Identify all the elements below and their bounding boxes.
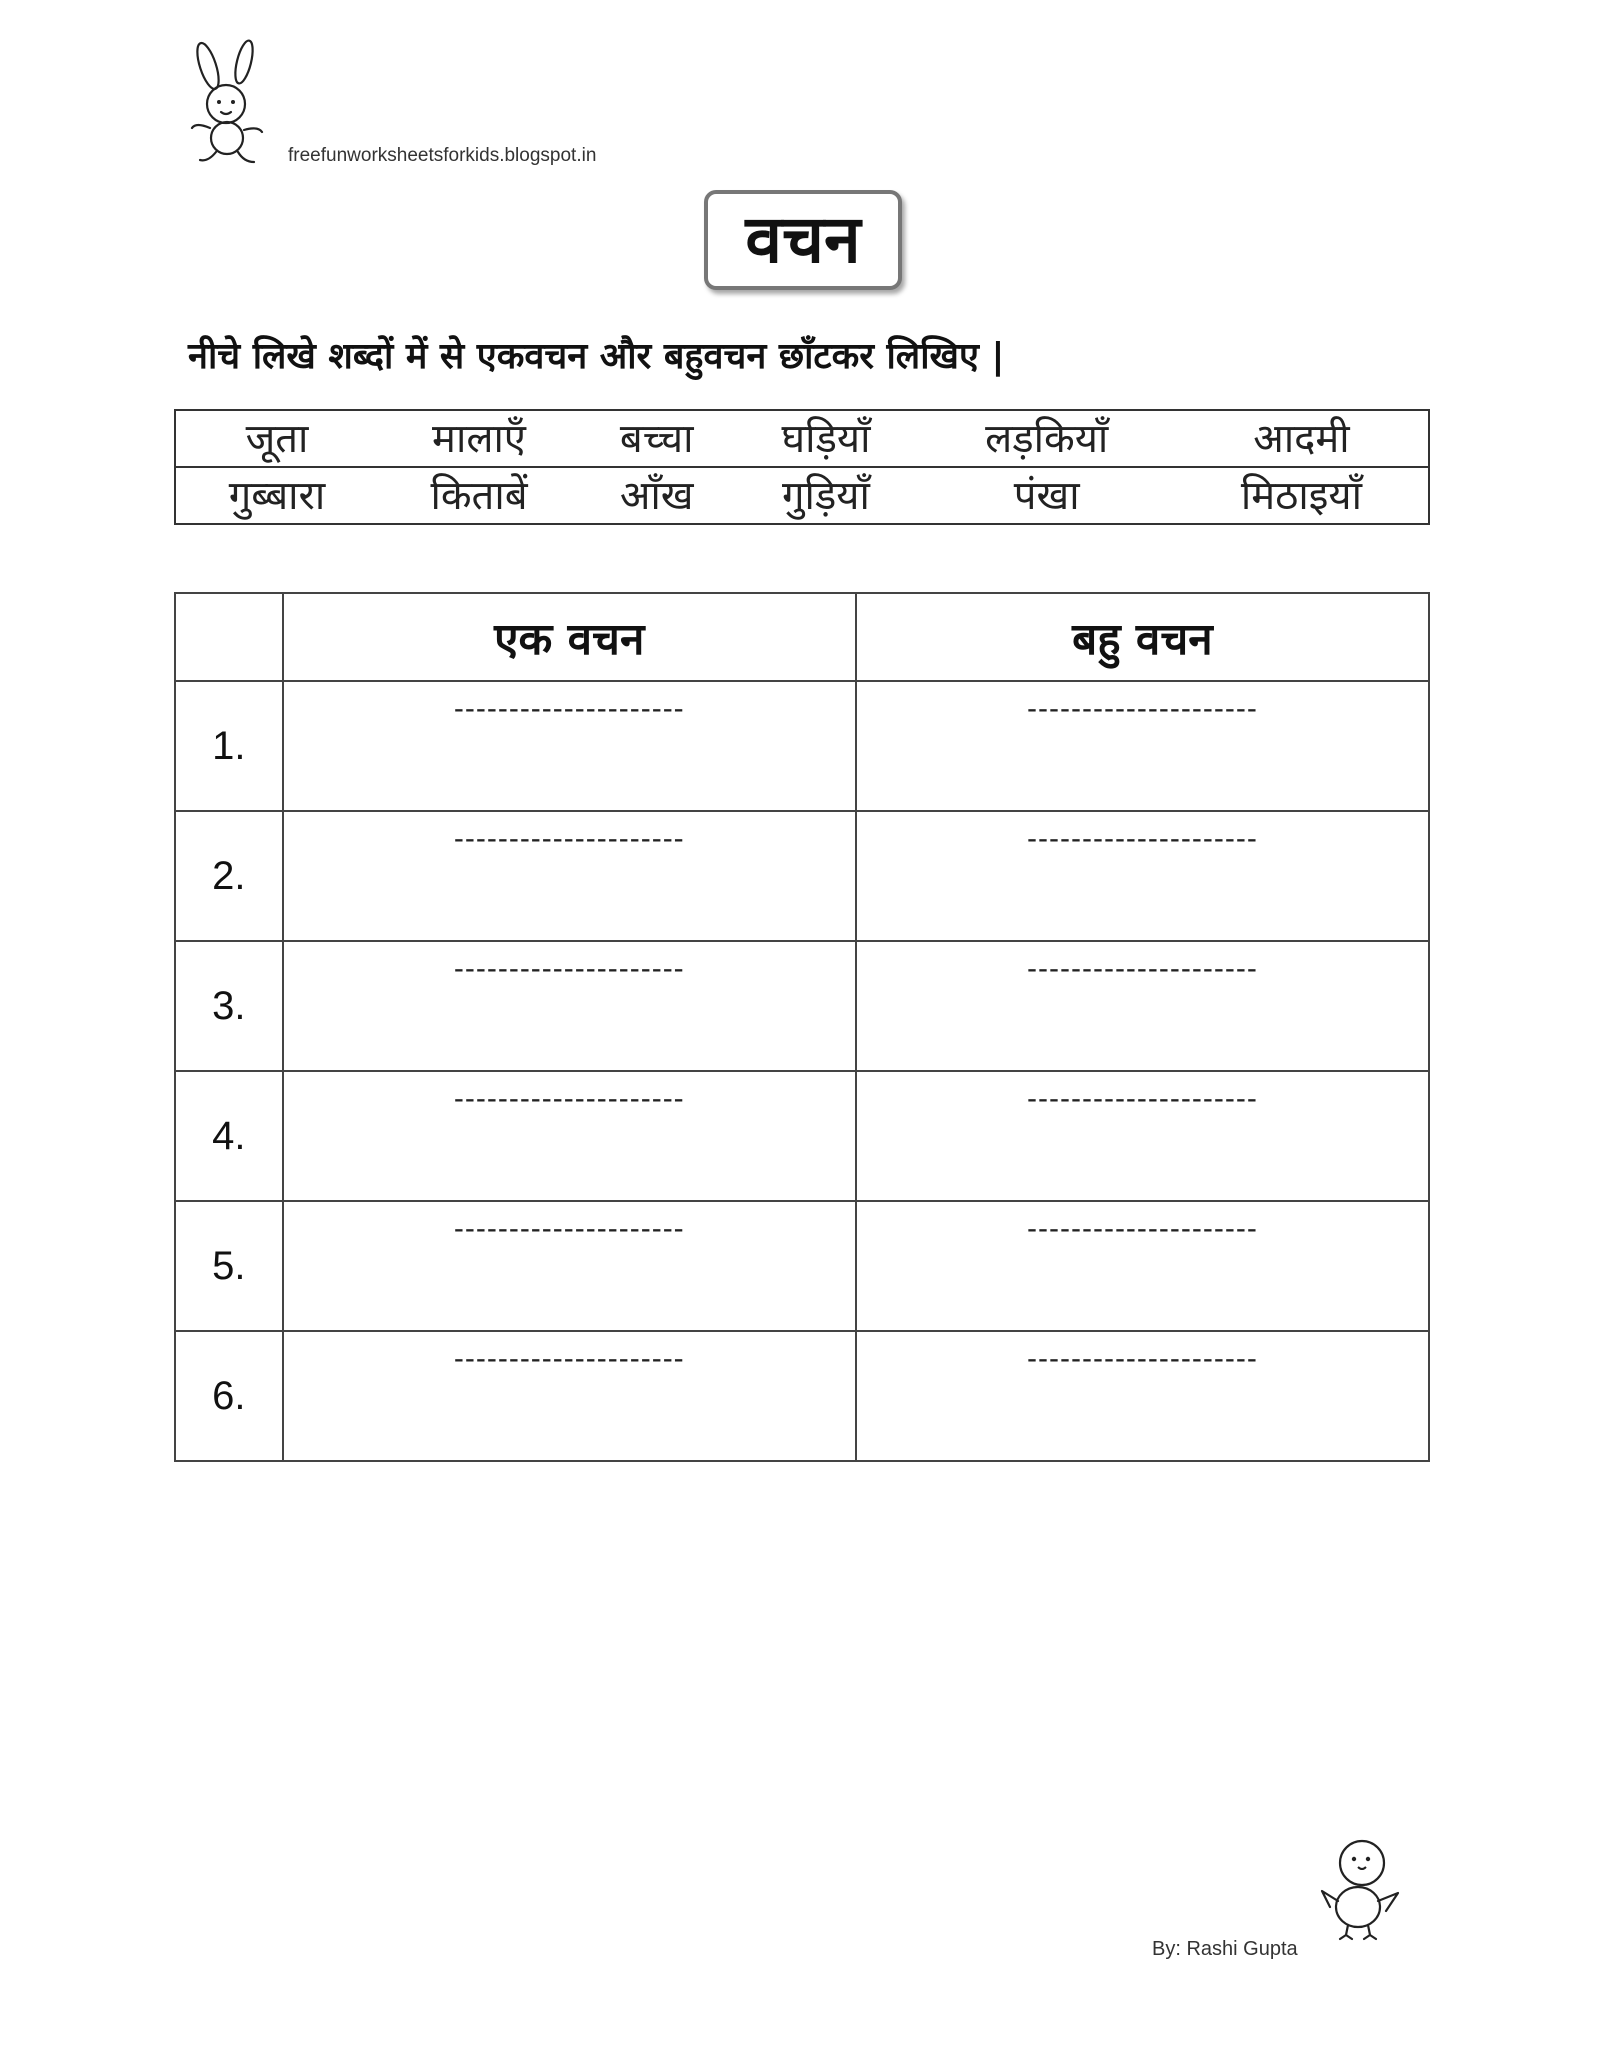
word-cell: मिठाइयाँ	[1175, 467, 1429, 524]
word-cell: मालाएँ	[378, 410, 580, 467]
bunny-icon	[186, 38, 276, 168]
chick-icon	[1318, 1835, 1402, 1945]
answer-row	[175, 1201, 1429, 1331]
plural-answer-cell[interactable]	[856, 681, 1429, 811]
word-cell: गुब्बारा	[175, 467, 378, 524]
answer-row	[175, 941, 1429, 1071]
row-number: 4.	[175, 1071, 283, 1201]
word-bank-row	[175, 467, 1429, 524]
singular-header: एक वचन	[283, 593, 856, 681]
answer-row	[175, 811, 1429, 941]
singular-answer-cell[interactable]	[283, 811, 856, 941]
answer-line: ---------------------	[453, 1342, 685, 1375]
page-title: वचन	[745, 201, 861, 278]
word-cell: जूता	[175, 410, 378, 467]
row-number: 1.	[175, 681, 283, 811]
answer-line: ---------------------	[453, 1212, 685, 1245]
answer-line: ---------------------	[453, 822, 685, 855]
word-cell: लड़कियाँ	[919, 410, 1175, 467]
row-number: 3.	[175, 941, 283, 1071]
singular-answer-cell[interactable]	[283, 681, 856, 811]
word-bank-table	[174, 409, 1430, 525]
word-cell: बच्चा	[580, 410, 733, 467]
singular-answer-cell[interactable]	[283, 1071, 856, 1201]
answer-line: ---------------------	[1027, 692, 1258, 725]
singular-answer-cell[interactable]	[283, 941, 856, 1071]
word-cell: किताबें	[378, 467, 580, 524]
site-url: freefunworksheetsforkids.blogspot.in	[288, 145, 597, 166]
plural-answer-cell[interactable]	[856, 941, 1429, 1071]
word-bank-row	[175, 410, 1429, 467]
title-box	[704, 190, 902, 290]
plural-answer-cell[interactable]	[856, 811, 1429, 941]
answer-line: ---------------------	[1027, 822, 1258, 855]
plural-header: बहु वचन	[856, 593, 1429, 681]
answer-line: ---------------------	[1027, 1342, 1258, 1375]
answer-line: ---------------------	[1027, 1212, 1258, 1245]
answer-row	[175, 1071, 1429, 1201]
row-number: 5.	[175, 1201, 283, 1331]
author-credit: By: Rashi Gupta	[1152, 1938, 1298, 1960]
answer-row	[175, 681, 1429, 811]
plural-answer-cell[interactable]	[856, 1071, 1429, 1201]
answer-line: ---------------------	[1027, 1082, 1258, 1115]
answer-row	[175, 1331, 1429, 1461]
word-cell: गुड़ियाँ	[733, 467, 918, 524]
answer-line: ---------------------	[453, 1082, 685, 1115]
singular-answer-cell[interactable]	[283, 1331, 856, 1461]
singular-answer-cell[interactable]	[283, 1201, 856, 1331]
instruction-text: नीचे लिखे शब्दों में से एकवचन और बहुवचन छाँटकर लिखिए |	[188, 336, 1005, 377]
answer-line: ---------------------	[453, 692, 685, 725]
number-header	[175, 593, 283, 681]
plural-answer-cell[interactable]	[856, 1201, 1429, 1331]
row-number: 2.	[175, 811, 283, 941]
word-cell: आदमी	[1175, 410, 1429, 467]
answer-line: ---------------------	[1027, 952, 1258, 985]
word-cell: घड़ियाँ	[733, 410, 918, 467]
word-cell: पंखा	[919, 467, 1175, 524]
answer-line: ---------------------	[453, 952, 685, 985]
plural-answer-cell[interactable]	[856, 1331, 1429, 1461]
row-number: 6.	[175, 1331, 283, 1461]
answer-header-row	[175, 593, 1429, 681]
answer-table	[174, 592, 1430, 1462]
word-cell: आँख	[580, 467, 733, 524]
